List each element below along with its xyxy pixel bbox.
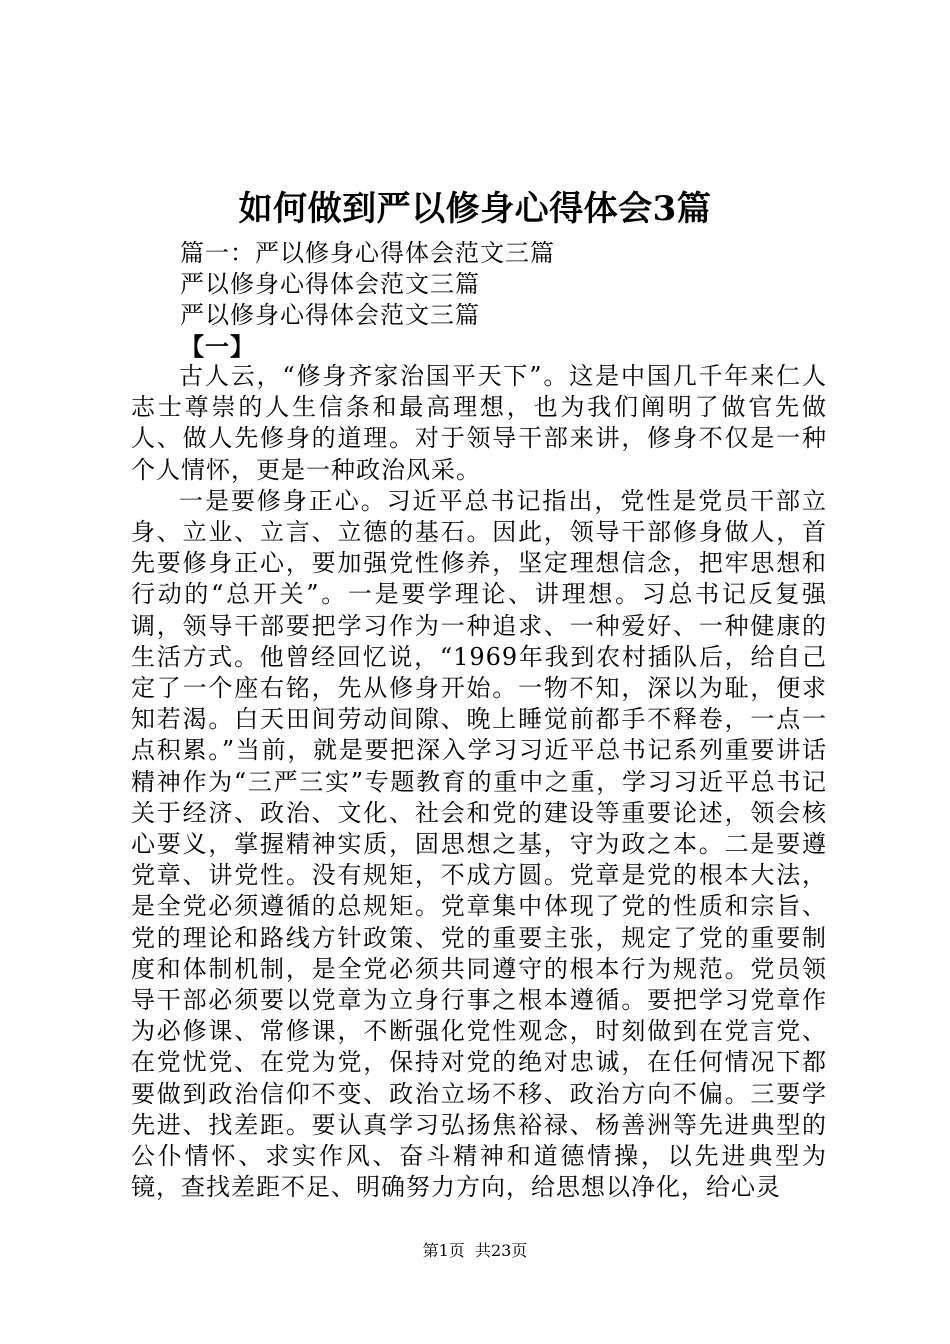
page-total: 共23页 [474,1241,528,1260]
section-marker: 【一】 [180,332,255,361]
subtitle-line: 严以修身心得体会范文三篇 [180,270,480,298]
heading-block [180,238,820,362]
page-number: 第1页 [422,1241,465,1260]
body-text [131,361,827,1203]
paragraph: 古人云，“修身齐家治国平天下”。这是中国几千年来仁人志士尊崇的人生信条和最高理想，也为我们阐明了做官先做人、做人先修身的道理。对于领导干部来讲，修身不仅是一种个人情怀，更是一种政治风采。 [131,362,827,484]
page-footer [0,1240,950,1262]
paragraph: 一是要修身正心。习近平总书记指出，党性是党员干部立身、立业、立言、立德的基石。因此，领导干部修身做人，首先要修身正心，要加强党性修养，坚定理想信念，把牢思想和行动的“总开关”。一是要学理论、讲理想。习总书记反复强调，领导干部要把学习作为一种追求、一种爱好、一种健康的生活方式。他曾经回忆说，“1969年我到农村插队后，给自己定了一个座右铭，先从修身开始。一物不知，深以为耻，便求知若渴。白天田间劳动间隙、晚上睡觉前都手不释卷，一点一点积累。”当前，就是要把深入学习习近平总书记系列重要讲话精神作为“三严三实”专题教育的重中之重，学习习近平总书记关于经济、政治、文化、社会和党的建设等重要论述，领会核心要义，掌握精神实质，固思想之基，守为政之本。二是要遵党章、讲党性。没有规矩，不成方圆。党章是党的根本大法，是全党必须遵循的总规矩。党章集中体现了党的性质和宗旨、党的理论和路线方针政策、党的重要主张，规定了党的重要制度和体制机制，是全党必须共同遵守的根本行为规范。党员领导干部必须要以党章为立身行事之根本遵循。要把学习党章作为必修课、常修课，不断强化党性观念，时刻做到在党言党、在党忧党、在党为党，保持对党的绝对忠诚，在任何情况下都要做到政治信仰不变、政治立场不移、政治方向不偏。三要学先进、找差距。要认真学习弘扬焦裕禄、杨善洲等先进典型的公仆情怀、求实作风、奋斗精神和道德情操，以先进典型为镜，查找差距不足、明确努力方向，给思想以净化，给心灵 [131,486,827,1202]
subtitle-line: 严以修身心得体会范文三篇 [180,301,480,329]
chapter-heading: 篇一：严以修身心得体会范文三篇 [180,239,555,267]
document-title: 如何做到严以修身心得体会3篇 [238,189,712,229]
